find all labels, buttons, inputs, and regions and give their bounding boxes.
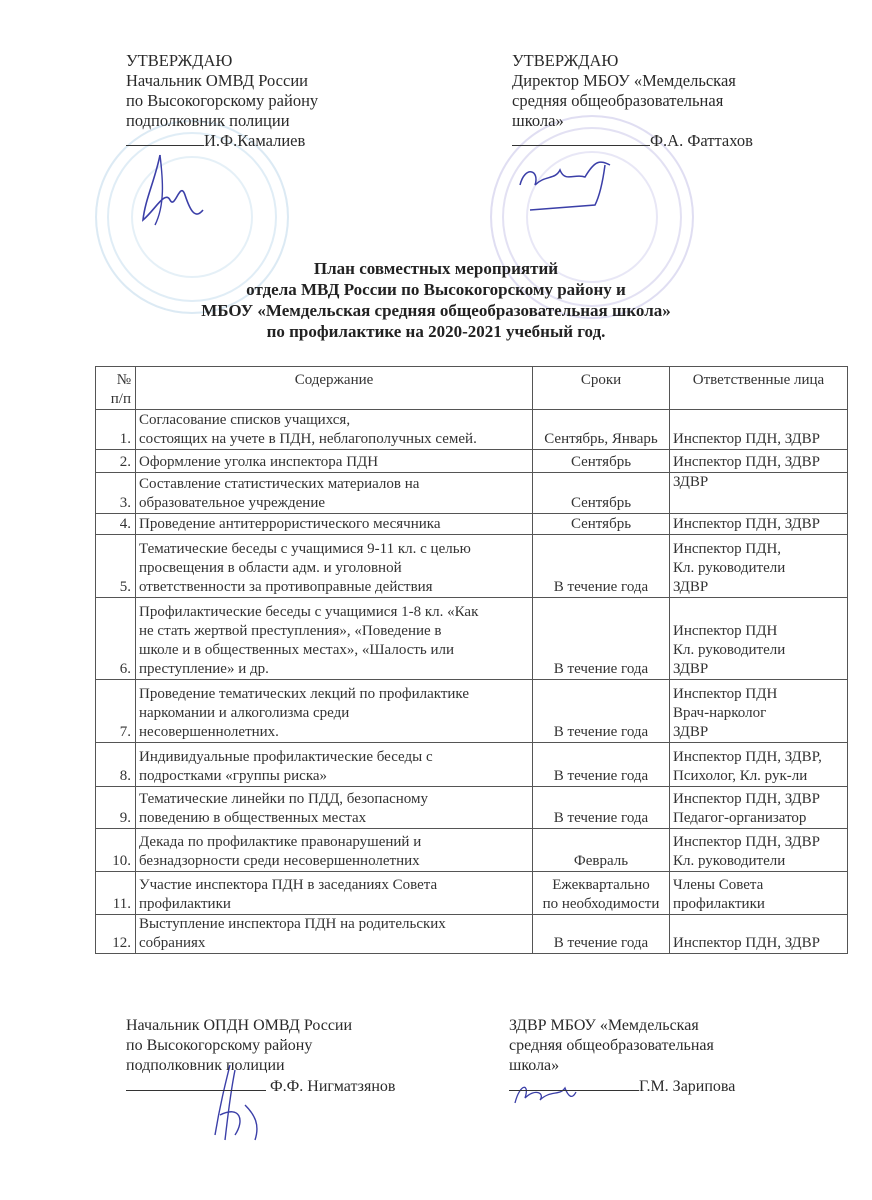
row-content-line: Декада по профилактике правонарушений и [139,834,422,850]
row-content-line: Согласование списков учащихся, [139,412,351,428]
row-content [136,743,533,787]
row-content [136,829,533,872]
row-term [533,598,670,680]
row-responsible-line: Кл. руководители [673,560,786,576]
row-content-line: Профилактические беседы с учащимися 1-8 кл. «Как [139,604,479,620]
signer-position-line: средняя общеобразовательная [509,1037,714,1054]
row-term [533,680,670,743]
row-content [136,598,533,680]
row-responsible [670,598,848,680]
approval-position-line: по Высокогорскому району [126,91,319,110]
table-row [96,743,848,787]
row-content-line: просвещения в области адм. и уголовной [139,560,402,576]
row-content [136,680,533,743]
row-term-line: Сентябрь [570,495,632,511]
row-responsible-line: Инспектор ПДН, ЗДВР [673,431,820,447]
row-responsible [670,915,848,954]
table-row [96,410,848,450]
row-content-line: поведению в общественных местах [139,810,367,826]
row-term [533,829,670,872]
row-term-line: Сентябрь, Январь [544,431,658,447]
row-term-line: Ежеквартально [552,877,650,893]
row-responsible-line: Инспектор ПДН, [673,541,782,557]
row-responsible-line: Инспектор ПДН, ЗДВР, [673,749,822,765]
header-content: Содержание [136,367,533,410]
row-content-line: Проведение антитеррористического месячника [139,516,441,532]
row-number: 5. [96,535,136,598]
header-number-sub: п/п [110,391,131,407]
row-content-line: безнадзорности среди несовершеннолетних [139,853,420,869]
row-content-line: наркомании и алкоголизма среди [139,705,350,721]
row-responsible [670,450,848,473]
row-responsible [670,680,848,743]
row-responsible-line: Инспектор ПДН, ЗДВР [673,935,820,951]
row-responsible-line: Инспектор ПДН, ЗДВР [673,454,820,470]
row-content-line: Тематические беседы с учащимися 9-11 кл. с целью [139,541,471,557]
row-term-line: В течение года [553,661,649,677]
row-term-line: В течение года [553,579,649,595]
row-content [136,514,533,535]
row-number: 6. [96,598,136,680]
row-number: 1. [96,410,136,450]
row-responsible-line: ЗДВР [673,474,709,490]
row-term-line: В течение года [553,935,649,951]
row-content [136,473,533,514]
signature-line [126,131,204,146]
row-responsible [670,535,848,598]
approver-name: Ф.А. Фаттахов [650,131,753,150]
approval-position-line: Директор МБОУ «Мемдельская [512,71,736,90]
signer-name: Г.М. Зарипова [639,1078,736,1095]
signature-fattakhov [515,155,625,215]
row-responsible [670,514,848,535]
table-row [96,829,848,872]
row-content-line: Индивидуальные профилактические беседы с [139,749,433,765]
approval-block-right [512,51,753,151]
title-line: отдела МВД России по Высокогорскому району и [246,280,626,299]
row-number: 12. [96,915,136,954]
row-number: 7. [96,680,136,743]
approval-position-line: Начальник ОМВД России [126,71,308,90]
table-header-row [96,367,848,410]
row-content [136,450,533,473]
approval-position-line: школа» [512,111,564,130]
approval-position-line: средняя общеобразовательная [512,91,724,110]
row-content-line: Составление статистических материалов на [139,476,420,492]
row-responsible-line: ЗДВР [673,661,709,677]
table-row [96,787,848,829]
document-title [0,258,872,342]
row-responsible-line: Педагог-организатор [673,810,807,826]
row-content-line: подростками «группы риска» [139,768,328,784]
title-line: План совместных мероприятий [313,259,559,278]
row-responsible-line: Психолог, Кл. рук-ли [673,768,808,784]
row-number: 8. [96,743,136,787]
row-term-line: В течение года [553,810,649,826]
row-content [136,410,533,450]
row-responsible-line: Инспектор ПДН, ЗДВР [673,791,820,807]
table-row [96,514,848,535]
signer-position-line: по Высокогорскому району [126,1037,313,1054]
signer-position-line: подполковник полиции [126,1057,285,1074]
signer-position-line: ЗДВР МБОУ «Мемдельская [509,1017,699,1034]
approval-heading: УТВЕРЖДАЮ [126,51,233,70]
row-term [533,535,670,598]
row-term [533,787,670,829]
row-content-line: профилактики [139,896,231,912]
row-content-line: Тематические линейки по ПДД, безопасному [139,791,428,807]
row-number: 9. [96,787,136,829]
table-row [96,872,848,915]
row-responsible [670,410,848,450]
table-row [96,535,848,598]
row-term-line: Февраль [573,853,629,869]
row-term-line: В течение года [553,724,649,740]
row-content-line: Оформление уголка инспектора ПДН [139,454,379,470]
row-content-line: ответственности за противоправные действия [139,579,433,595]
row-content-line: Выступление инспектора ПДН на родительских [139,916,446,932]
signature-block-right [509,1016,735,1097]
approver-name: И.Ф.Камалиев [204,131,306,150]
row-responsible-line: Инспектор ПДН, ЗДВР [673,834,820,850]
header-number [96,367,136,410]
signer-name: Ф.Ф. Нигматзянов [270,1078,396,1095]
row-content-line: школе и в общественных местах», «Шалость или [139,642,455,658]
events-plan-table [95,366,848,954]
row-responsible-line: Инспектор ПДН [673,686,778,702]
row-responsible-line: Кл. руководители [673,642,786,658]
table-body [96,410,848,954]
signer-position-line: Начальник ОПДН ОМВД России [126,1017,353,1034]
row-term [533,410,670,450]
row-responsible [670,829,848,872]
row-term-line: Сентябрь [570,516,632,532]
title-line: МБОУ «Мемдельская средняя общеобразовательная школа» [201,301,671,320]
row-content-line: образовательное учреждение [139,495,326,511]
row-content [136,915,533,954]
header-term: Сроки [533,367,670,410]
header-number-symbol: № [116,372,131,388]
approval-heading: УТВЕРЖДАЮ [512,51,619,70]
row-responsible-line: ЗДВР [673,724,709,740]
signature-line [509,1076,639,1091]
row-content [136,787,533,829]
row-content [136,872,533,915]
row-responsible-line: Инспектор ПДН, ЗДВР [673,516,820,532]
row-responsible-line: Члены Совета [673,877,764,893]
table-row [96,598,848,680]
table-row [96,473,848,514]
row-number: 4. [96,514,136,535]
signature-line [512,131,650,146]
row-content-line: не стать жертвой преступления», «Поведение в [139,623,442,639]
row-responsible [670,787,848,829]
row-term [533,473,670,514]
row-number: 3. [96,473,136,514]
row-responsible-line: Кл. руководители [673,853,786,869]
row-responsible-line: профилактики [673,896,765,912]
title-line: по профилактике на 2020-2021 учебный год. [266,322,606,341]
row-content-line: собраниях [139,935,206,951]
row-term-line: Сентябрь [570,454,632,470]
row-responsible [670,743,848,787]
row-responsible [670,473,848,514]
row-term [533,743,670,787]
signature-block-left [126,1016,395,1097]
row-content-line: состоящих на учете в ПДН, неблагополучных семей. [139,431,477,447]
approval-position-line: подполковник полиции [126,111,290,130]
row-number: 2. [96,450,136,473]
row-responsible-line: Врач-нарколог [673,705,767,721]
row-number: 10. [96,829,136,872]
header-responsible: Ответственные лица [670,367,848,410]
row-number: 11. [96,872,136,915]
signature-line [126,1076,266,1091]
row-responsible [670,872,848,915]
row-term-line: по необходимости [542,896,660,912]
row-term [533,915,670,954]
row-term-line: В течение года [553,768,649,784]
row-content-line: несовершеннолетних. [139,724,279,740]
row-responsible-line: ЗДВР [673,579,709,595]
approval-block-left [126,51,318,151]
row-content-line: Проведение тематических лекций по профилактике [139,686,469,702]
table-row [96,915,848,954]
table-row [96,680,848,743]
row-term [533,514,670,535]
row-content-line: Участие инспектора ПДН в заседаниях Совета [139,877,438,893]
row-content-line: преступление» и др. [139,661,269,677]
row-responsible-line: Инспектор ПДН [673,623,778,639]
signature-kamaliev [135,150,205,230]
table-row [96,450,848,473]
row-term [533,450,670,473]
signer-position-line: школа» [509,1057,560,1074]
row-term [533,872,670,915]
row-content [136,535,533,598]
